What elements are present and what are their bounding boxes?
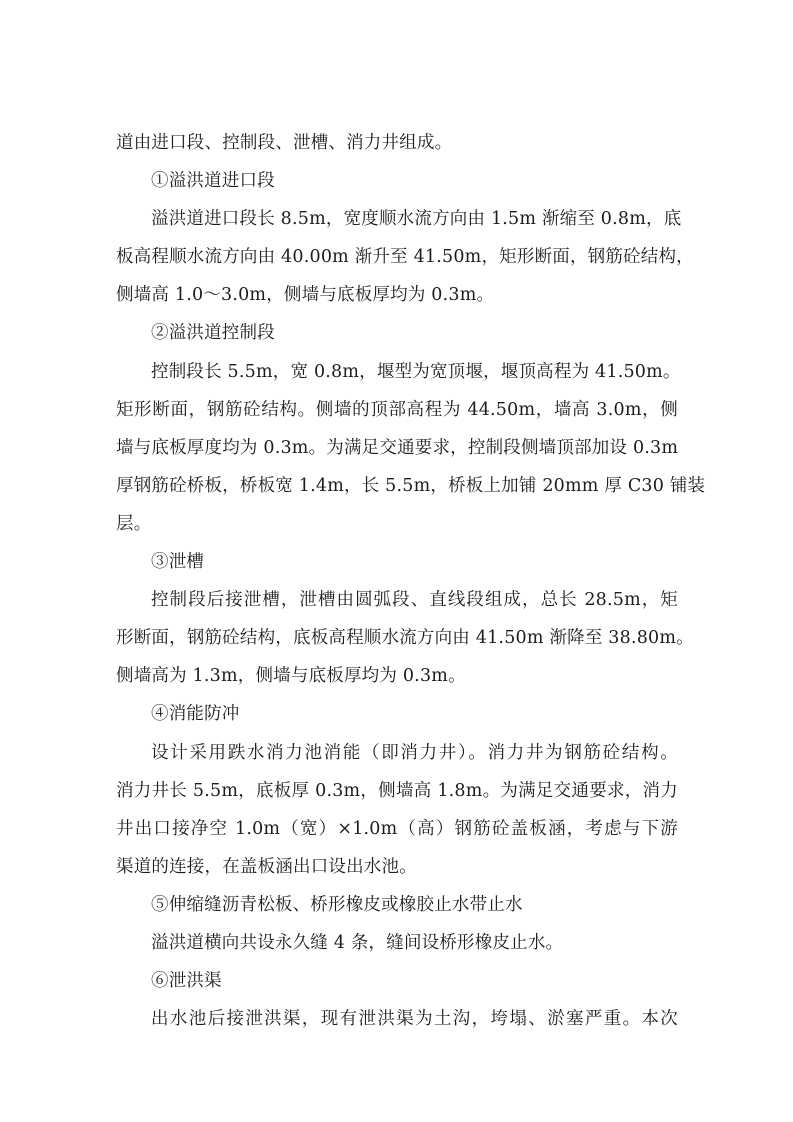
section-heading-6: ⑥泄洪渠 (151, 971, 222, 992)
paragraph-line: 道由进口段、控制段、泄槽、消力井组成。 (116, 133, 453, 153)
paragraph-line: 矩形断面，钢筋砼结构。侧墙的顶部高程为 44.50m，墙高 3.0m，侧 (116, 399, 678, 420)
paragraph-line: 板高程顺水流方向由 40.00m 渐升至 41.50m，矩形断面，钢筋砼结构， (116, 247, 694, 268)
body-text (116, 124, 706, 1038)
paragraph-line: 控制段长 5.5m，宽 0.8m，堰型为宽顶堰，堰顶高程为 41.50m。 (151, 361, 681, 382)
paragraph-line: 溢洪道横向共设永久缝 4 条，缝间设桥形橡皮止水。 (151, 932, 564, 953)
section-heading-5: ⑤伸缩缝沥青松板、桥形橡皮或橡胶止水带止水 (151, 894, 523, 915)
section-heading-1: ①溢洪道进口段 (151, 171, 275, 192)
paragraph-line: 墙与底板厚度均为 0.3m。为满足交通要求，控制段侧墙顶部加设 0.3m (116, 437, 679, 458)
section-heading-3: ③泄槽 (151, 552, 205, 573)
section-heading-4: ④消能防冲 (151, 704, 240, 725)
paragraph-line: 厚钢筋砼桥板，桥板宽 1.4m，长 5.5m，桥板上加铺 20mm 厚 C30 铺装 (116, 475, 706, 496)
paragraph-line: 控制段后接泄槽，泄槽由圆弧段、直线段组成，总长 28.5m，矩 (151, 590, 678, 611)
paragraph-line: 形断面，钢筋砼结构，底板高程顺水流方向由 41.50m 渐降至 38.80m。 (116, 628, 694, 649)
paragraph-line: 消力井长 5.5m，底板厚 0.3m，侧墙高 1.8m。为满足交通要求，消力 (116, 780, 678, 801)
paragraph-line: 溢洪道进口段长 8.5m，宽度顺水流方向由 1.5m 渐缩至 0.8m，底 (151, 209, 682, 230)
paragraph-line: 侧墙高为 1.3m，侧墙与底板厚均为 0.3m。 (116, 666, 466, 687)
paragraph-line: 出水池后接泄洪渠，现有泄洪渠为土沟，垮塌、淤塞严重。本次 (151, 1009, 678, 1030)
paragraph-line: 设计采用跌水消力池消能（即消力井）。消力井为钢筋砼结构。 (151, 742, 678, 763)
paragraph-line: 井出口接净空 1.0m（宽）×1.0m（高）钢筋砼盖板涵，考虑与下游 (116, 818, 678, 839)
section-heading-2: ②溢洪道控制段 (151, 323, 275, 344)
paragraph-line: 层。 (116, 513, 152, 534)
paragraph-line: 渠道的连接，在盖板涵出口设出水池。 (116, 856, 417, 877)
paragraph-line: 侧墙高 1.0～3.0m，侧墙与底板厚均为 0.3m。 (116, 285, 495, 306)
